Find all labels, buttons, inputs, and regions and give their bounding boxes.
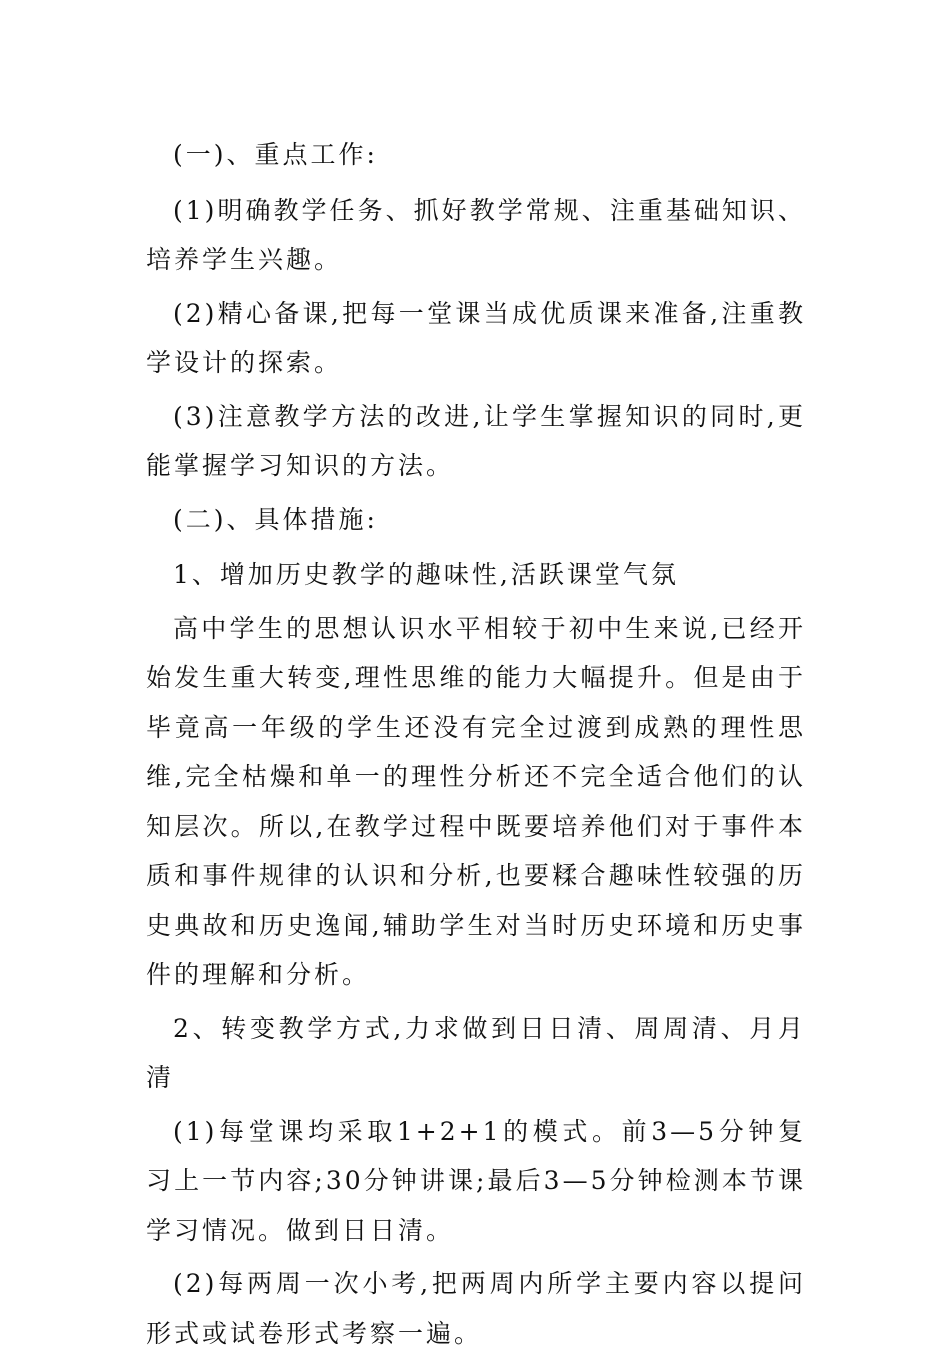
measure-heading-1: 1、增加历史教学的趣味性,活跃课堂气氛	[173, 560, 679, 589]
measure-heading-2: 2、转变教学方式,力求做到日日清、周周清、月月清	[146, 1013, 806, 1092]
key-work-item-3: (3)注意教学方法的改进,让学生掌握知识的同时,更能掌握学习知识的方法。	[146, 401, 806, 480]
document-body	[146, 130, 806, 1362]
measure-2-item-2: (2)每两周一次小考,把两周内所学主要内容以提问形式或试卷形式考察一遍。	[146, 1269, 806, 1348]
measure-1-body: 高中学生的思想认识水平相较于初中生来说,已经开始发生重大转变,理性思维的能力大幅提升。但是由于毕竟高一年级的学生还没有完全过渡到成熟的理性思维,完全枯燥和单一的理性分析还不完全适合他们的认知层次。所以,在教学过程中既要培养他们对于事件本质和事件规律的认识和分析,也要糅合趣味性较强的历史典故和历史逸闻,辅助学生对当时历史环境和历史事件的理解和分析。	[146, 613, 806, 989]
section-heading-measures: (二)、具体措施:	[173, 504, 378, 534]
measure-2-item-1: (1)每堂课均采取1+2+1的模式。前3—5分钟复习上一节内容;30分钟讲课;最后3—5分钟检测本节课学习情况。做到日日清。	[146, 1116, 806, 1245]
key-work-item-2: (2)精心备课,把每一堂课当成优质课来准备,注重教学设计的探索。	[146, 298, 806, 377]
section-heading-key-work: (一)、重点工作:	[173, 140, 378, 169]
key-work-item-1: (1)明确教学任务、抓好教学常规、注重基础知识、培养学生兴趣。	[146, 195, 806, 274]
